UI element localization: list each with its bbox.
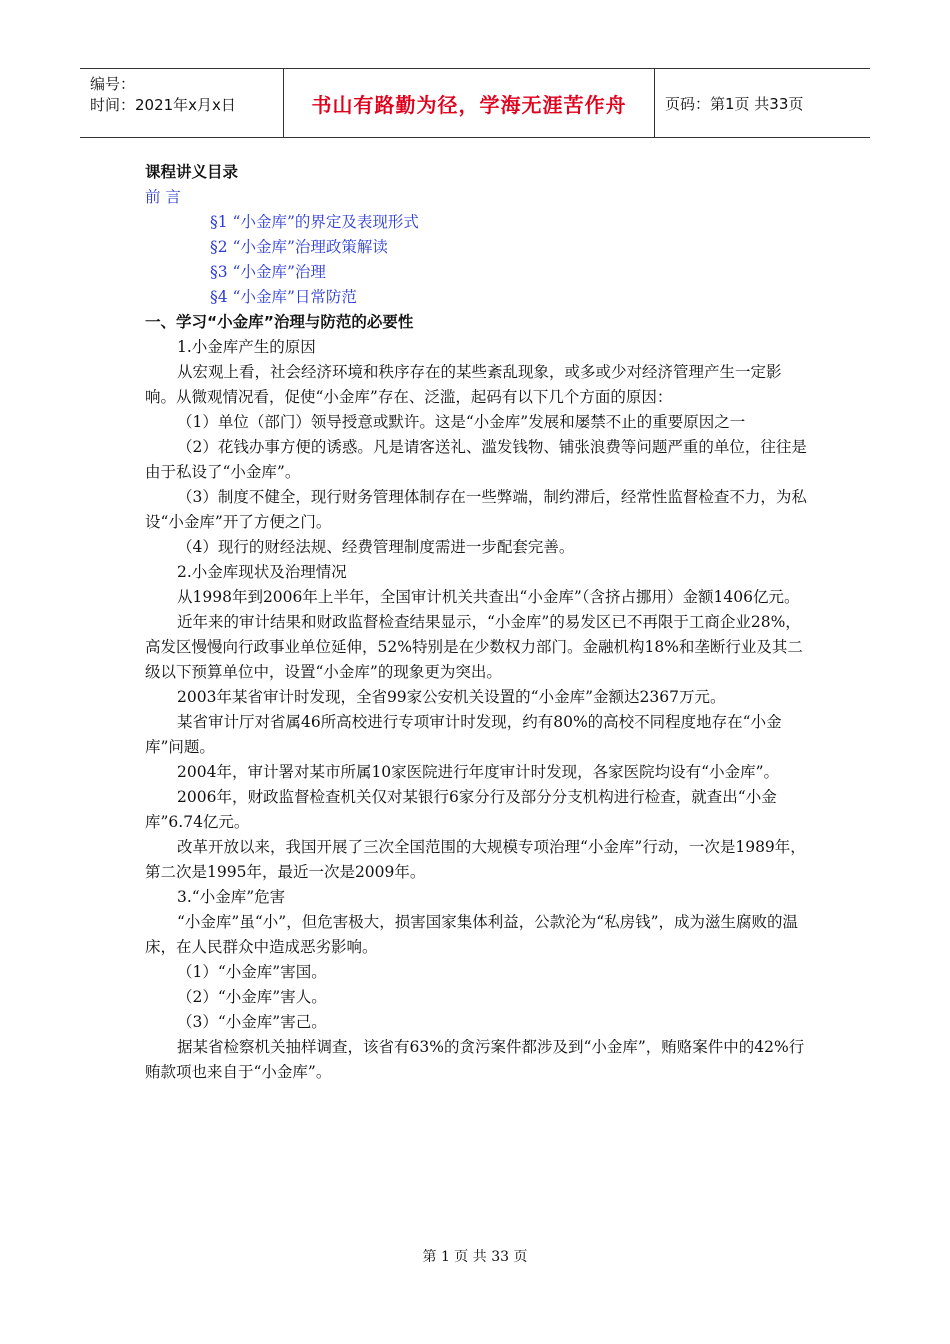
list-item: （2）“小金库”害人。 <box>177 988 327 1006</box>
list-item: （1）“小金库”害国。 <box>177 963 327 981</box>
paragraph: 改革开放以来，我国开展了三次全国范围的大规模专项治理“小金库”行动，一次是1989年，第二次是1995年，最近一次是2009年。 <box>145 838 806 881</box>
toc-item[interactable]: §3 “小金库”治理 <box>210 263 326 281</box>
subsection-heading: 2.小金库现状及治理情况 <box>177 563 347 581</box>
paragraph: 从宏观上看，社会经济环境和秩序存在的某些紊乱现象，或多或少对经济管理产生一定影响。从微观情况看，促使“小金库”存在、泛滥，起码有以下几个方面的原因： <box>145 363 782 406</box>
header-motto: 书山有路勤为径，学海无涯苦作舟 <box>311 92 627 117</box>
list-item: （1）单位（部门）领导授意或默许。这是“小金库”发展和屡禁不止的重要原因之一 <box>177 413 746 431</box>
paragraph: 据某省检察机关抽样调查，该省有63%的贪污案件都涉及到“小金库”，贿赂案件中的42%行贿款项也来自于“小金库”。 <box>145 1038 805 1081</box>
paragraph: 某省审计厅对省属46所高校进行专项审计时发现，约有80%的高校不同程度地存在“小金库”问题。 <box>145 713 782 756</box>
section-heading: 一、学习“小金库”治理与防范的必要性 <box>145 313 414 331</box>
list-item: （4）现行的财经法规、经费管理制度需进一步配套完善。 <box>177 538 575 556</box>
header-page-cell <box>655 69 870 137</box>
document-body <box>145 160 810 1085</box>
toc-item[interactable]: §2 “小金库”治理政策解读 <box>210 238 388 256</box>
toc-item[interactable]: §1 “小金库”的界定及表现形式 <box>210 213 419 231</box>
paragraph: 从1998年到2006年上半年，全国审计机关共查出“小金库”（含挤占挪用）金额1406亿元。 <box>177 588 800 606</box>
list-item: （3）“小金库”害己。 <box>177 1013 327 1031</box>
paragraph: 近年来的审计结果和财政监督检查结果显示，“小金库”的易发区已不再限于工商企业28%，高发区慢慢向行政事业单位延伸，52%特别是在少数权力部门。金融机构18%和垄断行业及其二级以下预算单位中，设置“小金库”的现象更为突出。 <box>145 613 803 681</box>
page-header <box>80 68 870 138</box>
paragraph: “小金库”虽“小”，但危害极大，损害国家集体利益，公款沦为“私房钱”，成为滋生腐败的温床，在人民群众中造成恶劣影响。 <box>145 913 799 956</box>
page-footer: 第 1 页 共 33 页 <box>422 1249 528 1265</box>
subsection-heading: 1.小金库产生的原因 <box>177 338 316 356</box>
list-item: （3）制度不健全，现行财务管理体制存在一些弊端，制约滞后，经常性监督检查不力，为私设“小金库”开了方便之门。 <box>145 488 807 531</box>
list-item: （2）花钱办事方便的诱惑。凡是请客送礼、滥发钱物、铺张浪费等问题严重的单位，往往是由于私设了“小金库”。 <box>145 438 807 481</box>
header-meta-cell <box>80 69 284 137</box>
header-page-info: 页码：第1页 共33页 <box>665 94 804 113</box>
doc-title: 课程讲义目录 <box>145 163 239 181</box>
header-motto-cell <box>284 69 655 137</box>
toc-preface-link[interactable]: 前 言 <box>145 188 181 206</box>
doc-date-label: 时间：2021年x月x日 <box>90 96 236 114</box>
paragraph: 2006年，财政监督检查机关仅对某银行6家分行及部分分支机构进行检查，就查出“小金库”6.74亿元。 <box>145 788 777 831</box>
paragraph: 2003年某省审计时发现，全省99家公安机关设置的“小金库”金额达2367万元。 <box>177 688 726 706</box>
subsection-heading: 3.“小金库”危害 <box>177 888 286 906</box>
doc-number-label: 编号： <box>90 75 136 93</box>
toc-item[interactable]: §4 “小金库”日常防范 <box>210 288 357 306</box>
paragraph: 2004年，审计署对某市所属10家医院进行年度审计时发现，各家医院均设有“小金库”。 <box>177 763 780 781</box>
